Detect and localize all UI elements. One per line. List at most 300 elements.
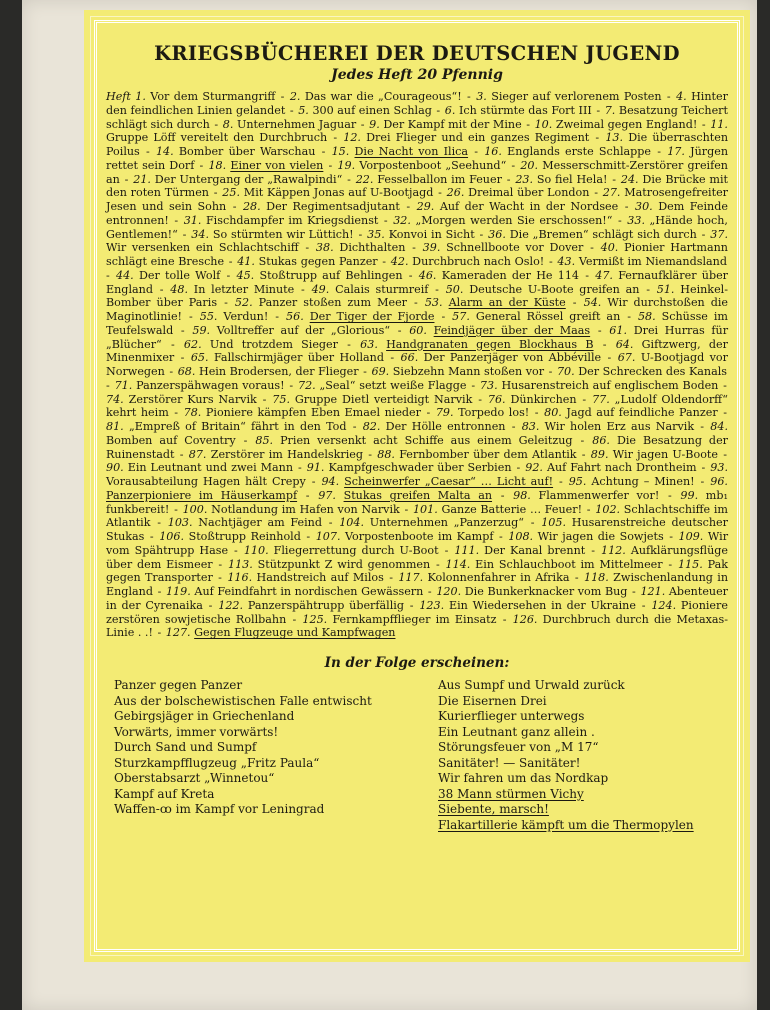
issue-title: Stützpunkt Z wird genommen — [257, 557, 431, 571]
issue-title: Die Besatzung der Ruinenstadt — [106, 433, 728, 461]
issue-title: Alarm an der Küste — [448, 296, 566, 310]
list-item — [184, 214, 379, 227]
upcoming-title: Störungsfeuer von „M 17“ — [438, 740, 599, 754]
issue-number: 38. — [315, 241, 334, 255]
issue-title: Gruppe Löff vereitelt den Durchbruch — [106, 131, 328, 145]
issue-number: 72. — [298, 378, 316, 392]
list-item — [286, 310, 434, 323]
issue-number: 127. — [165, 626, 191, 640]
issue-number: 121. — [640, 585, 666, 598]
issue-title: Pak gegen Transporter — [106, 557, 728, 585]
issue-number: 112. — [601, 543, 626, 557]
issue-title: Die überraschten Poilus — [106, 131, 728, 158]
issue-number: 3. — [476, 90, 487, 103]
separator: - — [506, 420, 521, 433]
separator: - — [583, 502, 595, 516]
list-item — [454, 544, 585, 557]
issue-title: So stürmten wir Lüttich! — [212, 227, 354, 241]
issue-title: Vermißt im Niemandsland — [578, 255, 727, 268]
separator: - — [140, 145, 155, 158]
list-item — [184, 338, 338, 351]
issue-title: Die Nacht von Ilica — [354, 145, 469, 158]
issue-title: Durchbruch durch die Metaxas-Linie . .! — [106, 612, 728, 640]
separator: - — [106, 268, 115, 282]
issue-title: Besatzung Teichert schlägt sich durch — [106, 103, 728, 131]
separator: - — [522, 117, 534, 131]
issue-title: Deutsche U-Boote greifen an — [469, 282, 640, 296]
list-item — [255, 434, 572, 447]
issue-number: 51. — [656, 282, 675, 296]
issue-title: Dichthalten — [339, 241, 406, 255]
issue-number: 55. — [199, 310, 218, 323]
issue-title: Gegen Flugzeuge und Kampfwagen — [194, 626, 396, 640]
separator: - — [384, 571, 398, 585]
list-item — [409, 324, 590, 337]
issue-title: Schlachtschiffe im Atlantik — [106, 502, 728, 530]
list-item — [447, 186, 590, 199]
issue-number: 85. — [255, 433, 274, 447]
list-item — [525, 461, 696, 474]
separator: - — [434, 186, 446, 200]
list-item — [513, 489, 659, 502]
issue-number: 20. — [520, 158, 539, 172]
list-item — [290, 90, 462, 103]
separator: - — [664, 530, 678, 543]
list-item — [557, 365, 727, 378]
issue-number: 22. — [355, 172, 374, 186]
issue-title: „Hände hoch, Gentlemen!“ — [106, 213, 728, 241]
upcoming-title: Kampf auf Kreta — [114, 786, 215, 801]
separator: - — [524, 516, 541, 530]
issue-number: 44. — [116, 268, 134, 282]
issue-number: 59. — [192, 323, 211, 337]
issue-number: 18. — [208, 158, 227, 172]
issue-title: Verdun! — [223, 310, 269, 323]
issue-title: Torpedo los! — [458, 406, 530, 420]
separator: - — [580, 268, 595, 282]
separator: - — [343, 172, 355, 186]
issue-number: 41. — [237, 255, 255, 268]
issue-number: 84. — [710, 420, 729, 433]
list-item — [321, 475, 553, 488]
upcoming-title: Ein Leutnant ganz allein . — [438, 724, 595, 739]
separator: - — [203, 598, 218, 612]
issue-number: 9. — [369, 117, 380, 131]
issue-number: 88. — [377, 447, 395, 461]
list-item — [484, 145, 651, 158]
list-item — [557, 255, 727, 268]
list-item — [363, 420, 506, 433]
issue-title: Stoßtrupp Reinhold — [188, 530, 301, 543]
list-item — [116, 269, 220, 282]
upcoming-title: Vorwärts, immer vorwärts! — [114, 724, 279, 739]
issue-number: 118. — [584, 571, 609, 585]
list-item — [298, 379, 467, 392]
issue-title: Matrosengefreiter Jesen und sein Sohn — [106, 186, 729, 213]
issue-title: Englands erste Schlappe — [507, 145, 652, 158]
issue-title: Scheinwerfer „Caesar“ … Licht auf! — [344, 475, 554, 488]
separator: - — [429, 282, 445, 296]
issue-title: Der Schrecken des Kanals — [578, 365, 728, 378]
list-item — [591, 448, 718, 461]
issue-title: Dem Feinde entronnen! — [106, 200, 728, 227]
issue-title: Fernbomber über dem Atlantik — [399, 447, 577, 461]
separator: - — [195, 158, 208, 172]
issue-number: 36. — [488, 227, 506, 241]
issue-title: Zwischenlandung in England — [106, 571, 728, 598]
issue-number: 113. — [227, 557, 253, 571]
issue-number: 16. — [484, 145, 502, 158]
separator: - — [586, 543, 600, 557]
separator: - — [153, 282, 170, 296]
separator: - — [507, 158, 520, 172]
upcoming-title: Sanitäter! — Sanitäter! — [438, 755, 581, 770]
issue-title: Pionier Hartmann schlägt eine Bresche — [106, 241, 728, 268]
separator: - — [577, 392, 592, 406]
issue-title: Die Bunkerknacker vom Bug — [464, 585, 628, 598]
issue-number: 69. — [371, 365, 390, 378]
issue-number: 40. — [600, 241, 619, 255]
issue-title: Drei Flieger und ein ganzes Regiment — [366, 131, 590, 145]
list-item — [488, 393, 577, 406]
price-subtitle: Jedes Heft 20 Pfennig — [331, 67, 503, 83]
list-item — [356, 173, 502, 186]
booklet-list — [106, 90, 728, 640]
issue-title: Wir jagen U-Boote — [612, 447, 718, 461]
issue-number: 8. — [222, 117, 234, 131]
separator: - — [306, 475, 321, 488]
list-item — [337, 159, 506, 172]
issue-title: Schnellboote vor Dover — [446, 241, 584, 255]
issue-number: 5. — [298, 103, 309, 117]
issue-title: Fallschirmjäger über Holland — [213, 351, 384, 365]
issue-title: Unternehmen Jaguar — [236, 117, 357, 131]
issue-title: Ein Schlauchboot im Mittelmeer — [475, 557, 663, 571]
issue-title: Konvoi in Sicht — [388, 227, 475, 241]
list-item — [178, 365, 359, 378]
issue-number: 65. — [190, 351, 209, 365]
issue-number: 63. — [360, 337, 378, 351]
issue-title: Und trotzdem Sieger — [209, 337, 338, 351]
separator: - — [324, 158, 337, 172]
issue-title: Auf Fahrt nach Drontheim — [546, 461, 697, 475]
separator: - — [608, 172, 620, 186]
issue-number: 24. — [620, 172, 639, 186]
issue-title: Wir durchstoßen die Maginotlinie! — [106, 296, 729, 323]
issue-number: 109. — [678, 530, 704, 543]
separator: - — [106, 378, 114, 392]
list-item — [307, 461, 512, 474]
list-item — [106, 461, 293, 474]
issue-number: 122. — [218, 598, 244, 612]
issue-number: 13. — [605, 131, 624, 145]
list-item — [316, 241, 405, 254]
separator: - — [473, 392, 487, 406]
issue-title: Calais sturmreif — [335, 282, 429, 296]
list-item — [419, 599, 636, 612]
issue-title: Ein Leutnant und zwei Mann — [127, 461, 294, 475]
separator: - — [276, 90, 289, 103]
separator: - — [213, 571, 227, 585]
issue-title: Ein Wiedersehen in der Ukraine — [448, 598, 636, 612]
list-item — [488, 228, 697, 241]
list-item — [106, 393, 257, 406]
issue-title: Abenteuer in der Cyrenaika — [106, 585, 728, 612]
yellow-advert-panel — [84, 10, 750, 962]
upcoming-left-column — [114, 678, 396, 833]
book-back-cover — [22, 0, 757, 1010]
upcoming-title: Durch Sand und Sumpf — [114, 740, 257, 754]
issue-title: Drei Hurras für „Blücher“ — [106, 323, 729, 351]
separator: - — [227, 200, 242, 213]
issue-title: Panzer stoßen zum Meer — [258, 296, 407, 310]
issue-title: Vorausabteilung Hagen hält Crepy — [106, 475, 306, 488]
issue-number: 19. — [337, 158, 356, 172]
issue-title: Feindjäger über der Maas — [433, 323, 591, 337]
issue-number: 31. — [183, 213, 202, 227]
separator: - — [602, 351, 617, 365]
issue-title: Auf der Wacht in der Nordsee — [439, 200, 619, 213]
issue-number: 86. — [592, 433, 610, 447]
separator: - — [462, 90, 476, 103]
issue-title: Notlandung im Hafen von Narvik — [211, 502, 400, 516]
upcoming-right-column — [438, 678, 720, 833]
list-item — [159, 530, 301, 543]
issue-number: 100. — [182, 502, 208, 516]
issue-title: Messerschmitt-Zerstörer greifen an — [106, 158, 728, 186]
issue-number: 117. — [398, 571, 424, 585]
list-item — [332, 145, 468, 158]
issue-title: Panzerspähwagen voraus! — [136, 378, 285, 392]
separator: - — [719, 378, 727, 392]
separator: - — [400, 502, 412, 516]
separator: - — [467, 378, 479, 392]
separator: - — [379, 213, 393, 227]
issue-title: 300 auf einen Schlag — [312, 103, 432, 117]
issue-title: Der Regimentsadjutant — [266, 200, 400, 213]
list-item — [452, 310, 620, 323]
separator: - — [354, 227, 367, 241]
list-item — [166, 585, 423, 598]
separator: - — [718, 406, 727, 420]
issue-title: Zerstörer Kurs Narvik — [128, 392, 257, 406]
list-item — [183, 503, 400, 516]
list-item — [208, 159, 323, 172]
list-item — [222, 186, 433, 199]
issue-number: 15. — [331, 145, 350, 158]
separator: - — [621, 310, 637, 323]
issue-number: 12. — [343, 131, 361, 145]
issue-number: 123. — [419, 598, 445, 612]
issue-number: 46. — [418, 268, 437, 282]
separator: - — [225, 255, 237, 268]
list-item — [393, 214, 612, 227]
separator: - — [619, 200, 634, 213]
list-item — [343, 131, 589, 144]
issue-title: Fesselballon im Feuer — [377, 172, 502, 186]
issue-title: Der Panzerjäger von Abbéville — [423, 351, 602, 365]
issue-title: Kolonnenfahrer in Afrika — [427, 571, 570, 585]
issue-title: Hein Brodersen, der Flieger — [199, 365, 359, 378]
issue-title: Der tolle Wolf — [138, 268, 221, 282]
list-item — [413, 503, 582, 516]
issue-number: 42. — [390, 255, 409, 268]
separator: - — [236, 433, 255, 447]
upcoming-title: Oberstabsarzt „Winnetou“ — [114, 771, 275, 785]
issue-number: 78. — [183, 406, 202, 420]
issue-number: 104. — [339, 516, 365, 530]
list-item — [227, 571, 384, 584]
separator: - — [697, 461, 710, 475]
list-item — [316, 530, 494, 543]
upcoming-title: Aus der bolschewistischen Falle entwischt — [114, 693, 372, 708]
issue-title: So fiel Hela! — [536, 172, 608, 186]
issue-number: 50. — [445, 282, 464, 296]
issue-title: Wir versenken ein Schlachtschiff — [106, 241, 299, 255]
upcoming-title: Panzer gegen Panzer — [114, 678, 243, 692]
issue-title: Panzerspähtrupp überfällig — [247, 598, 404, 612]
list-item — [302, 613, 496, 626]
list-item — [228, 558, 430, 571]
list-item — [569, 475, 695, 488]
separator: - — [384, 351, 400, 365]
issue-number: 90. — [106, 461, 124, 475]
issue-number: 124. — [651, 598, 677, 612]
separator: - — [695, 475, 710, 488]
issue-number: 64. — [615, 337, 634, 351]
issue-title: Aufklärungsflüge über dem Eismeer — [106, 543, 728, 571]
issue-number: 126. — [512, 612, 538, 626]
issue-number: 114. — [445, 557, 471, 571]
list-item — [476, 90, 661, 103]
issue-number: 2. — [289, 90, 301, 103]
separator: - — [213, 557, 227, 571]
issue-title: Panzerpioniere im Häuserkampf — [106, 488, 298, 502]
issue-title: Ganze Batterie … Feuer! — [441, 502, 583, 516]
list-item — [360, 338, 593, 351]
issue-title: Handstreich auf Milos — [256, 571, 384, 585]
separator: - — [175, 351, 190, 365]
issue-number: 71. — [114, 378, 133, 392]
issue-title: mb₁ funkbereit! — [106, 488, 728, 516]
issue-title: Die Brücke mit den roten Türmen — [106, 172, 729, 200]
separator: - — [229, 543, 243, 557]
issue-title: Siebzehn Mann stoßen vor — [392, 365, 545, 378]
separator: - — [628, 585, 640, 598]
list-item — [166, 626, 396, 639]
separator: - — [431, 557, 445, 571]
issue-number: 28. — [242, 200, 261, 213]
issue-number: 25. — [222, 186, 241, 200]
list-item — [243, 200, 400, 213]
issue-title: Unternehmen „Panzerzug“ — [369, 516, 524, 530]
separator: - — [577, 447, 590, 461]
list-item — [401, 351, 602, 364]
separator: - — [294, 461, 306, 475]
issue-number: 80. — [544, 406, 562, 420]
issue-title: General Rössel greift an — [475, 310, 621, 323]
upcoming-title: Siebente, marsch! — [438, 802, 549, 816]
issue-number: 49. — [311, 282, 330, 296]
issue-title: Heinkel-Bomber über Paris — [106, 282, 728, 310]
separator: - — [613, 213, 627, 227]
issue-number: 35. — [367, 227, 385, 241]
issue-number: 6. — [444, 103, 456, 117]
separator: - — [432, 103, 444, 117]
list-item — [515, 173, 607, 186]
issue-title: Wir holen Erz aus Narvik — [544, 420, 695, 433]
list-item — [398, 571, 569, 584]
upcoming-title: 38 Mann stürmen Vichy — [438, 786, 584, 801]
list-item — [156, 145, 315, 158]
separator: - — [378, 255, 390, 268]
list-item — [445, 104, 592, 117]
issue-title: Wir vom Spähtrupp Hase — [106, 530, 729, 557]
separator: - — [364, 447, 377, 461]
issue-title: Giftzwerg, der Minenmixer — [106, 337, 728, 365]
separator: - — [286, 103, 298, 117]
upcoming-title: Kurierflieger unterwegs — [438, 709, 585, 723]
separator: - — [512, 461, 525, 475]
separator: - — [391, 323, 409, 337]
list-item — [377, 448, 576, 461]
issue-title: Bomben auf Coventry — [106, 433, 236, 447]
separator: - — [545, 365, 556, 378]
list-item — [535, 118, 698, 131]
list-item — [135, 90, 275, 103]
issue-number: 27. — [602, 186, 621, 200]
list-item — [436, 585, 627, 598]
issue-number: 34. — [191, 227, 209, 241]
issue-number: 106. — [159, 530, 185, 543]
issue-number: 67. — [617, 351, 636, 365]
upcoming-title: Flakartillerie kämpft um die Thermopylen — [438, 817, 694, 832]
list-item — [371, 365, 544, 378]
separator: - — [530, 406, 544, 420]
list-item — [423, 241, 584, 254]
issue-title: Auf Feindfahrt in nordischen Gewässern — [194, 585, 424, 598]
list-item — [191, 228, 353, 241]
separator: - — [287, 612, 302, 626]
list-item — [184, 406, 421, 419]
list-item — [369, 118, 522, 131]
issue-title: Stukas gegen Panzer — [258, 255, 378, 268]
issue-title: Stoßtrupp auf Behlingen — [259, 268, 403, 282]
issue-number: 77. — [592, 392, 610, 406]
issue-title: Pioniere zerstören sowjetische Rollbahn — [106, 598, 728, 626]
list-item — [480, 379, 718, 392]
issue-number: 96. — [710, 475, 728, 488]
issue-title: Der Tiger der Fjorde — [309, 310, 435, 323]
issue-number: 73. — [479, 378, 498, 392]
issue-title: Gruppe Dietl verteidigt Narvik — [294, 392, 473, 406]
issue-number: 125. — [302, 612, 328, 626]
separator: - — [591, 323, 609, 337]
separator: - — [218, 296, 234, 310]
issue-number: 119. — [165, 585, 191, 598]
issue-number: 99. — [680, 488, 699, 502]
upcoming-title: Wir fahren um das Nordkap — [438, 771, 609, 785]
issue-number: 53. — [424, 296, 443, 310]
separator: - — [403, 268, 418, 282]
separator: - — [162, 337, 183, 351]
upcoming-columns — [106, 678, 728, 833]
list-item — [417, 200, 619, 213]
issue-number: 98. — [513, 488, 531, 502]
issue-title: Handgranaten gegen Blockhaus B — [386, 337, 594, 351]
issue-title: Prien versenkt acht Schiffe aus einem Geleitzug — [280, 433, 573, 447]
list-item — [191, 351, 384, 364]
